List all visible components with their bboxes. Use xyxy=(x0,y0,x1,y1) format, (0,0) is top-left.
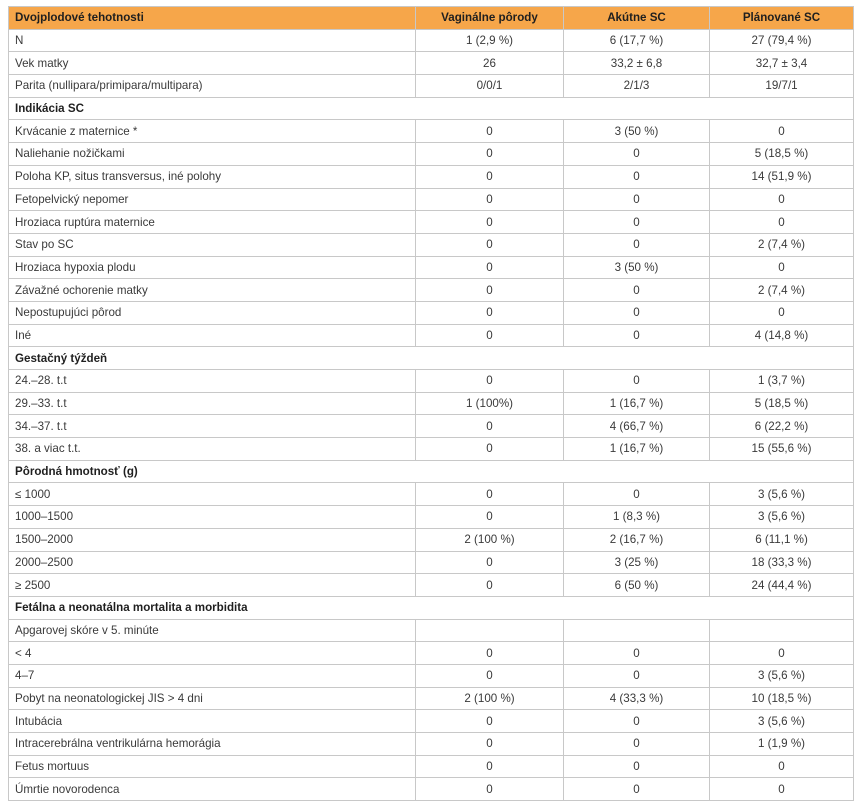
value-cell: 1 (16,7 %) xyxy=(564,392,710,415)
value-cell: 0 xyxy=(416,483,564,506)
header-cell-label: Dvojplodové tehotnosti xyxy=(9,7,416,30)
value-cell xyxy=(710,619,854,642)
value-cell: 2 (7,4 %) xyxy=(710,233,854,256)
table-row xyxy=(9,279,854,302)
value-cell: 1 (16,7 %) xyxy=(564,438,710,461)
row-label-cell: Intubácia xyxy=(9,710,416,733)
value-cell: 0 xyxy=(710,188,854,211)
value-cell: 2/1/3 xyxy=(564,75,710,98)
table-row xyxy=(9,52,854,75)
value-cell: 0 xyxy=(416,438,564,461)
table-row xyxy=(9,755,854,778)
value-cell: 0 xyxy=(416,120,564,143)
row-label-cell: ≤ 1000 xyxy=(9,483,416,506)
value-cell: 0 xyxy=(416,324,564,347)
value-cell: 0 xyxy=(416,279,564,302)
row-label-cell: Vek matky xyxy=(9,52,416,75)
table-row xyxy=(9,483,854,506)
header-cell-planned-sc: Plánované SC xyxy=(710,7,854,30)
section-header-cell: Indikácia SC xyxy=(9,97,854,120)
row-label-cell: 2000–2500 xyxy=(9,551,416,574)
row-label-cell: ≥ 2500 xyxy=(9,574,416,597)
value-cell: 0 xyxy=(564,301,710,324)
value-cell: 0 xyxy=(564,165,710,188)
header-cell-acute-sc: Akútne SC xyxy=(564,7,710,30)
value-cell: 3 (5,6 %) xyxy=(710,664,854,687)
value-cell: 0 xyxy=(710,120,854,143)
value-cell: 0 xyxy=(416,233,564,256)
table-row xyxy=(9,778,854,801)
value-cell: 0 xyxy=(416,370,564,393)
value-cell: 14 (51,9 %) xyxy=(710,165,854,188)
value-cell: 0 xyxy=(416,211,564,234)
value-cell: 32,7 ± 3,4 xyxy=(710,52,854,75)
value-cell: 3 (50 %) xyxy=(564,120,710,143)
row-label-cell: Iné xyxy=(9,324,416,347)
value-cell: 0 xyxy=(710,642,854,665)
value-cell: 0 xyxy=(416,710,564,733)
value-cell: 3 (5,6 %) xyxy=(710,710,854,733)
row-label-cell: Apgarovej skóre v 5. minúte xyxy=(9,619,416,642)
value-cell: 0 xyxy=(564,279,710,302)
table-row xyxy=(9,301,854,324)
value-cell: 0 xyxy=(564,483,710,506)
value-cell: 0 xyxy=(710,256,854,279)
section-header-cell: Gestačný týždeň xyxy=(9,347,854,370)
value-cell: 18 (33,3 %) xyxy=(710,551,854,574)
table-row xyxy=(9,438,854,461)
table-row xyxy=(9,143,854,166)
table-header-row xyxy=(9,7,854,30)
table-row xyxy=(9,551,854,574)
table-row xyxy=(9,188,854,211)
table-row xyxy=(9,687,854,710)
value-cell: 4 (66,7 %) xyxy=(564,415,710,438)
value-cell: 0 xyxy=(564,642,710,665)
table-row xyxy=(9,574,854,597)
value-cell: 27 (79,4 %) xyxy=(710,29,854,52)
row-label-cell: 1000–1500 xyxy=(9,506,416,529)
section-header-row xyxy=(9,97,854,120)
value-cell: 0 xyxy=(564,733,710,756)
table-row xyxy=(9,733,854,756)
section-header-cell: Fetálna a neonatálna mortalita a morbidita xyxy=(9,596,854,619)
value-cell: 24 (44,4 %) xyxy=(710,574,854,597)
row-label-cell: 4–7 xyxy=(9,664,416,687)
table-row xyxy=(9,642,854,665)
value-cell: 6 (11,1 %) xyxy=(710,528,854,551)
value-cell: 1 (2,9 %) xyxy=(416,29,564,52)
table-row xyxy=(9,528,854,551)
table-row xyxy=(9,324,854,347)
value-cell: 0/0/1 xyxy=(416,75,564,98)
table-row xyxy=(9,392,854,415)
row-label-cell: Fetus mortuus xyxy=(9,755,416,778)
value-cell: 0 xyxy=(416,664,564,687)
value-cell: 0 xyxy=(564,233,710,256)
value-cell: 5 (18,5 %) xyxy=(710,392,854,415)
row-label-cell: 1500–2000 xyxy=(9,528,416,551)
section-header-row xyxy=(9,596,854,619)
value-cell: 1 (8,3 %) xyxy=(564,506,710,529)
value-cell: 33,2 ± 6,8 xyxy=(564,52,710,75)
table-row xyxy=(9,710,854,733)
value-cell: 1 (3,7 %) xyxy=(710,370,854,393)
value-cell: 3 (5,6 %) xyxy=(710,483,854,506)
row-label-cell: Nepostupujúci pôrod xyxy=(9,301,416,324)
value-cell xyxy=(564,619,710,642)
section-header-row xyxy=(9,460,854,483)
header-cell-vaginal: Vaginálne pôrody xyxy=(416,7,564,30)
value-cell: 0 xyxy=(564,778,710,801)
row-label-cell: Poloha KP, situs transversus, iné polohy xyxy=(9,165,416,188)
value-cell: 0 xyxy=(564,370,710,393)
value-cell: 0 xyxy=(710,301,854,324)
value-cell: 0 xyxy=(564,664,710,687)
data-table xyxy=(8,6,854,801)
table-row xyxy=(9,165,854,188)
value-cell: 19/7/1 xyxy=(710,75,854,98)
value-cell: 0 xyxy=(710,755,854,778)
row-label-cell: Stav po SC xyxy=(9,233,416,256)
row-label-cell: Intracerebrálna ventrikulárna hemorágia xyxy=(9,733,416,756)
table-row xyxy=(9,75,854,98)
value-cell: 6 (22,2 %) xyxy=(710,415,854,438)
row-label-cell: Závažné ochorenie matky xyxy=(9,279,416,302)
value-cell: 4 (14,8 %) xyxy=(710,324,854,347)
value-cell: 3 (5,6 %) xyxy=(710,506,854,529)
table-row xyxy=(9,415,854,438)
section-header-cell: Pôrodná hmotnosť (g) xyxy=(9,460,854,483)
value-cell: 0 xyxy=(416,551,564,574)
table-row xyxy=(9,120,854,143)
row-label-cell: Krvácanie z maternice * xyxy=(9,120,416,143)
value-cell: 0 xyxy=(416,301,564,324)
row-label-cell: < 4 xyxy=(9,642,416,665)
value-cell: 5 (18,5 %) xyxy=(710,143,854,166)
value-cell xyxy=(416,619,564,642)
data-table-container xyxy=(8,6,853,801)
row-label-cell: Hroziaca hypoxia plodu xyxy=(9,256,416,279)
value-cell: 0 xyxy=(416,506,564,529)
row-label-cell: Naliehanie nožičkami xyxy=(9,143,416,166)
row-label-cell: Úmrtie novorodenca xyxy=(9,778,416,801)
value-cell: 0 xyxy=(416,733,564,756)
value-cell: 2 (100 %) xyxy=(416,528,564,551)
value-cell: 0 xyxy=(416,642,564,665)
table-row xyxy=(9,211,854,234)
value-cell: 0 xyxy=(416,165,564,188)
table-row xyxy=(9,619,854,642)
row-label-cell: 38. a viac t.t. xyxy=(9,438,416,461)
row-label-cell: 24.–28. t.t xyxy=(9,370,416,393)
value-cell: 0 xyxy=(416,755,564,778)
value-cell: 3 (25 %) xyxy=(564,551,710,574)
row-label-cell: Parita (nullipara/primipara/multipara) xyxy=(9,75,416,98)
section-header-row xyxy=(9,347,854,370)
value-cell: 3 (50 %) xyxy=(564,256,710,279)
value-cell: 0 xyxy=(564,755,710,778)
value-cell: 0 xyxy=(710,211,854,234)
value-cell: 0 xyxy=(564,188,710,211)
table-row xyxy=(9,233,854,256)
row-label-cell: Hroziaca ruptúra maternice xyxy=(9,211,416,234)
value-cell: 0 xyxy=(416,143,564,166)
table-row xyxy=(9,664,854,687)
value-cell: 2 (100 %) xyxy=(416,687,564,710)
value-cell: 26 xyxy=(416,52,564,75)
value-cell: 2 (16,7 %) xyxy=(564,528,710,551)
value-cell: 0 xyxy=(564,143,710,166)
value-cell: 6 (50 %) xyxy=(564,574,710,597)
value-cell: 15 (55,6 %) xyxy=(710,438,854,461)
row-label-cell: 34.–37. t.t xyxy=(9,415,416,438)
value-cell: 0 xyxy=(416,778,564,801)
value-cell: 0 xyxy=(416,256,564,279)
table-row xyxy=(9,370,854,393)
value-cell: 0 xyxy=(564,211,710,234)
value-cell: 6 (17,7 %) xyxy=(564,29,710,52)
table-row xyxy=(9,506,854,529)
value-cell: 4 (33,3 %) xyxy=(564,687,710,710)
row-label-cell: Pobyt na neonatologickej JIS > 4 dni xyxy=(9,687,416,710)
value-cell: 0 xyxy=(416,188,564,211)
value-cell: 10 (18,5 %) xyxy=(710,687,854,710)
table-row xyxy=(9,29,854,52)
value-cell: 2 (7,4 %) xyxy=(710,279,854,302)
value-cell: 0 xyxy=(416,574,564,597)
row-label-cell: Fetopelvický nepomer xyxy=(9,188,416,211)
row-label-cell: 29.–33. t.t xyxy=(9,392,416,415)
value-cell: 0 xyxy=(710,778,854,801)
value-cell: 1 (1,9 %) xyxy=(710,733,854,756)
table-row xyxy=(9,256,854,279)
row-label-cell: N xyxy=(9,29,416,52)
value-cell: 1 (100%) xyxy=(416,392,564,415)
value-cell: 0 xyxy=(564,710,710,733)
value-cell: 0 xyxy=(564,324,710,347)
value-cell: 0 xyxy=(416,415,564,438)
